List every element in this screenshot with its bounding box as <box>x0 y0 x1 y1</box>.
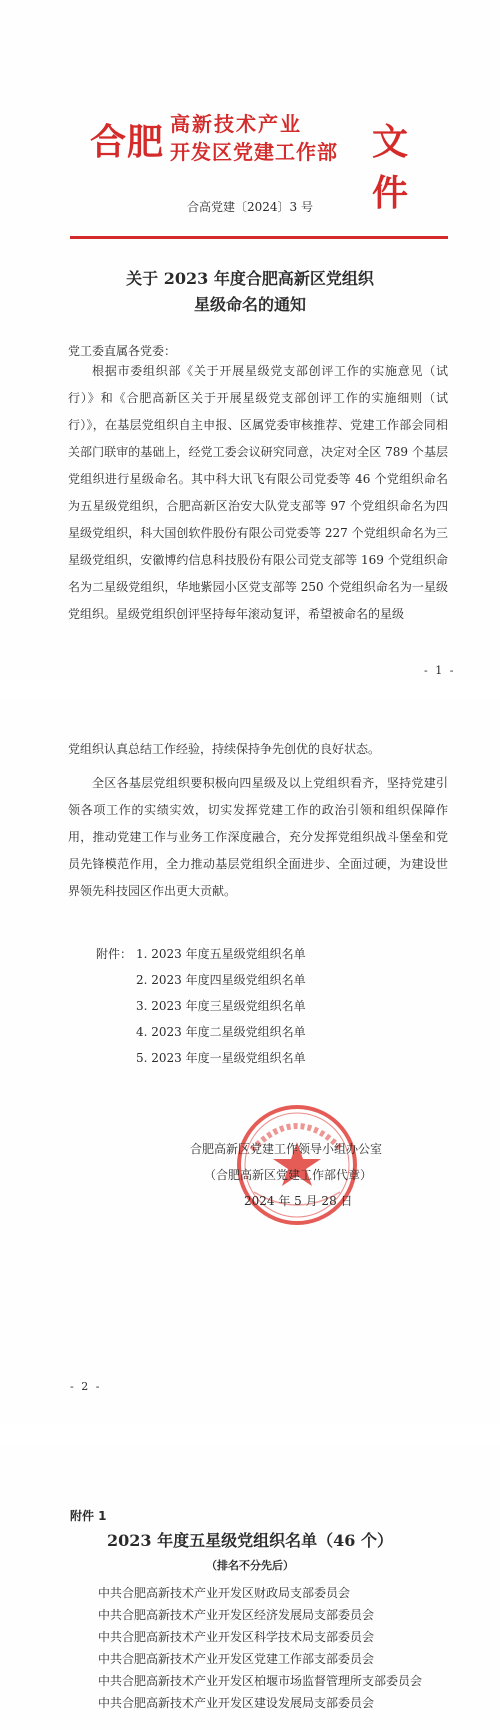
red-divider <box>70 236 448 239</box>
org-list-item: 中共合肥高新技术产业开发区柏堰市场监督管理所支部委员会 <box>98 1674 423 1688</box>
page-gap <box>0 680 500 700</box>
doc-title-line-1: 关于 2023 年度合肥高新区党组织 <box>126 269 374 288</box>
org-list-item: 中共合肥高新技术产业开发区建设发展局支部委员会 <box>98 1696 375 1710</box>
document-page-3 <box>0 1445 500 1730</box>
body-paragraph-2: 全区各基层党组织要积极向四星级及以上党组织看齐，坚持党建引领各项工作的实绩实效，切实发挥党建工作的政治引领和组织保障作用，推动党建工作与业务工作深度融合，充分发挥党组织战斗堡垒和党员先锋模范作用，全力推动基层党组织全面进步、全面过硬，为建设世界领先科技园区作出更大贡献。 <box>68 776 448 898</box>
header-right-text: 文件 <box>372 122 409 214</box>
page-number-1: - 1 - <box>424 664 456 677</box>
attachment-item: 3. 2023 年度三星级党组织名单 <box>136 999 306 1013</box>
attachment-item: 5. 2023 年度一星级党组织名单 <box>136 1051 306 1065</box>
org-list-item: 中共合肥高新技术产业开发区经济发展局支部委员会 <box>98 1608 375 1622</box>
org-list-item: 中共合肥高新技术产业开发区财政局支部委员会 <box>98 1586 351 1600</box>
page-gap <box>0 1425 500 1445</box>
attachment-1-label: 附件 1 <box>70 1509 107 1523</box>
body-paragraph-1: 根据市委组织部《关于开展星级党支部创评工作的实施意见（试行）》和《合肥高新区关于开展星级党支部创评工作的实施细则（试行）》，在基层党组织自主申报、区属党委审核推荐、党建工作部会同相关部门联审的基础上，经党工委会议研究同意，决定对全区 789 个基层党组织进行星级命名。其中科大讯飞有限公司党委等 46 个党组织命名为五星级党组织，合肥高新区治安大队党支部等 97 个党组织命名为四星级党组织，科大国创软件股份有限公司党委等 227 个党组织命名为三星级党组织，安徽博约信息科技股份有限公司党支部等 169 个党组织命名为二星级党组织，华地紫园小区党支部等 250 个党组织命名为一星级党组织。星级党组织创评坚持每年滚动复评，希望被命名的星级 <box>68 364 448 621</box>
header-mid-line-1: 高新技术产业 <box>170 112 302 136</box>
header-left-text: 合肥 <box>90 122 165 163</box>
attachment-label: 附件： <box>96 947 133 961</box>
doc-title-line-2: 星级命名的通知 <box>193 295 306 314</box>
header-mid-line-2: 开发区党建工作部 <box>170 140 338 164</box>
org-list-item: 中共合肥高新技术产业开发区科学技术局支部委员会 <box>98 1630 375 1644</box>
page-number-2: - 2 - <box>70 1380 102 1393</box>
attachment-1-title: 2023 年度五星级党组织名单（46 个） <box>107 1531 393 1550</box>
attachment-1-subtitle: （排名不分先后） <box>206 1559 294 1572</box>
attachment-item: 2. 2023 年度四星级党组织名单 <box>136 973 306 987</box>
document-page-1 <box>0 0 500 680</box>
doc-number: 合高党建〔2024〕3 号 <box>187 200 313 214</box>
signature-org: 合肥高新区党建工作领导小组办公室 <box>190 1142 383 1156</box>
body-paragraph-continued: 党组织认真总结工作经验，持续保持争先创优的良好状态。 <box>68 742 381 756</box>
attachment-item: 4. 2023 年度二星级党组织名单 <box>136 1025 306 1039</box>
signature-date: 2024 年 5 月 28 日 <box>244 1194 353 1208</box>
document-page-2 <box>0 700 500 1425</box>
attachment-item: 1. 2023 年度五星级党组织名单 <box>136 947 306 961</box>
org-list-item: 中共合肥高新技术产业开发区党建工作部支部委员会 <box>98 1652 375 1666</box>
signature-seal-note: （合肥高新区党建工作部代章） <box>204 1168 373 1182</box>
official-seal-icon <box>232 1100 362 1230</box>
salutation: 党工委直属各党委： <box>68 344 177 358</box>
